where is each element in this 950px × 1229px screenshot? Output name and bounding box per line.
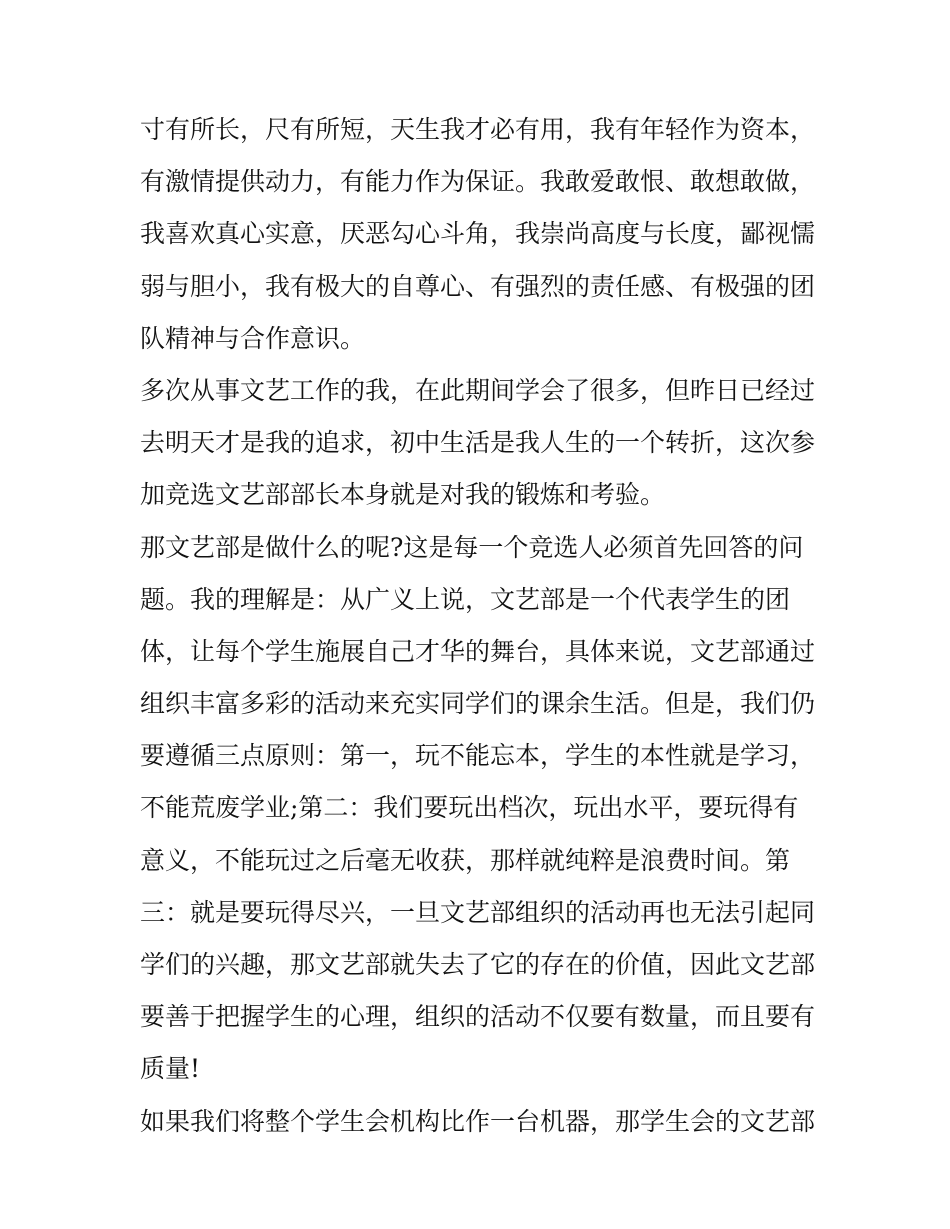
text-line: 组织丰富多彩的活动来充实同学们的课余生活。但是，我们仍 <box>140 689 816 719</box>
text-line: 要遵循三点原则：第一，玩不能忘本，学生的本性就是学习， <box>140 741 816 771</box>
text-line: 题。我的理解是：从广义上说，文艺部是一个代表学生的团 <box>140 584 791 614</box>
text-line: 不能荒废学业;第二：我们要玩出档次，玩出水平，要玩得有 <box>140 793 799 823</box>
text-line: 去明天才是我的追求，初中生活是我人生的一个转折，这次参 <box>140 428 816 458</box>
text-line: 队精神与合作意识。 <box>140 323 366 353</box>
text-line: 加竞选文艺部部长本身就是对我的锻炼和考验。 <box>140 480 666 510</box>
text-line: 那文艺部是做什么的呢?这是每一个竞选人必须首先回答的问 <box>140 532 804 562</box>
text-line: 如果我们将整个学生会机构比作一台机器，那学生会的文艺部 <box>140 1106 816 1136</box>
text-line: 寸有所长，尺有所短，天生我才必有用，我有年轻作为资本， <box>140 115 816 144</box>
text-line: 有激情提供动力，有能力作为保证。我敢爱敢恨、敢想敢做， <box>140 167 816 197</box>
text-line: 体，让每个学生施展自己才华的舞台，具体来说，文艺部通过 <box>140 636 816 666</box>
text-line: 要善于把握学生的心理，组织的活动不仅要有数量，而且要有 <box>140 1002 816 1032</box>
text-line: 弱与胆小，我有极大的自尊心、有强烈的责任感、有极强的团 <box>140 271 816 301</box>
text-line: 质量! <box>140 1054 201 1084</box>
text-line: 三：就是要玩得尽兴，一旦文艺部组织的活动再也无法引起同 <box>140 897 816 927</box>
text-line: 我喜欢真心实意，厌恶勾心斗角，我崇尚高度与长度，鄙视懦 <box>140 219 816 249</box>
text-line: 多次从事文艺工作的我，在此期间学会了很多，但昨日已经过 <box>140 375 816 405</box>
text-line: 意义，不能玩过之后毫无收获，那样就纯粹是浪费时间。第 <box>140 845 791 875</box>
text-line: 学们的兴趣，那文艺部就失去了它的存在的价值，因此文艺部 <box>140 950 816 979</box>
document-body <box>140 104 820 1148</box>
